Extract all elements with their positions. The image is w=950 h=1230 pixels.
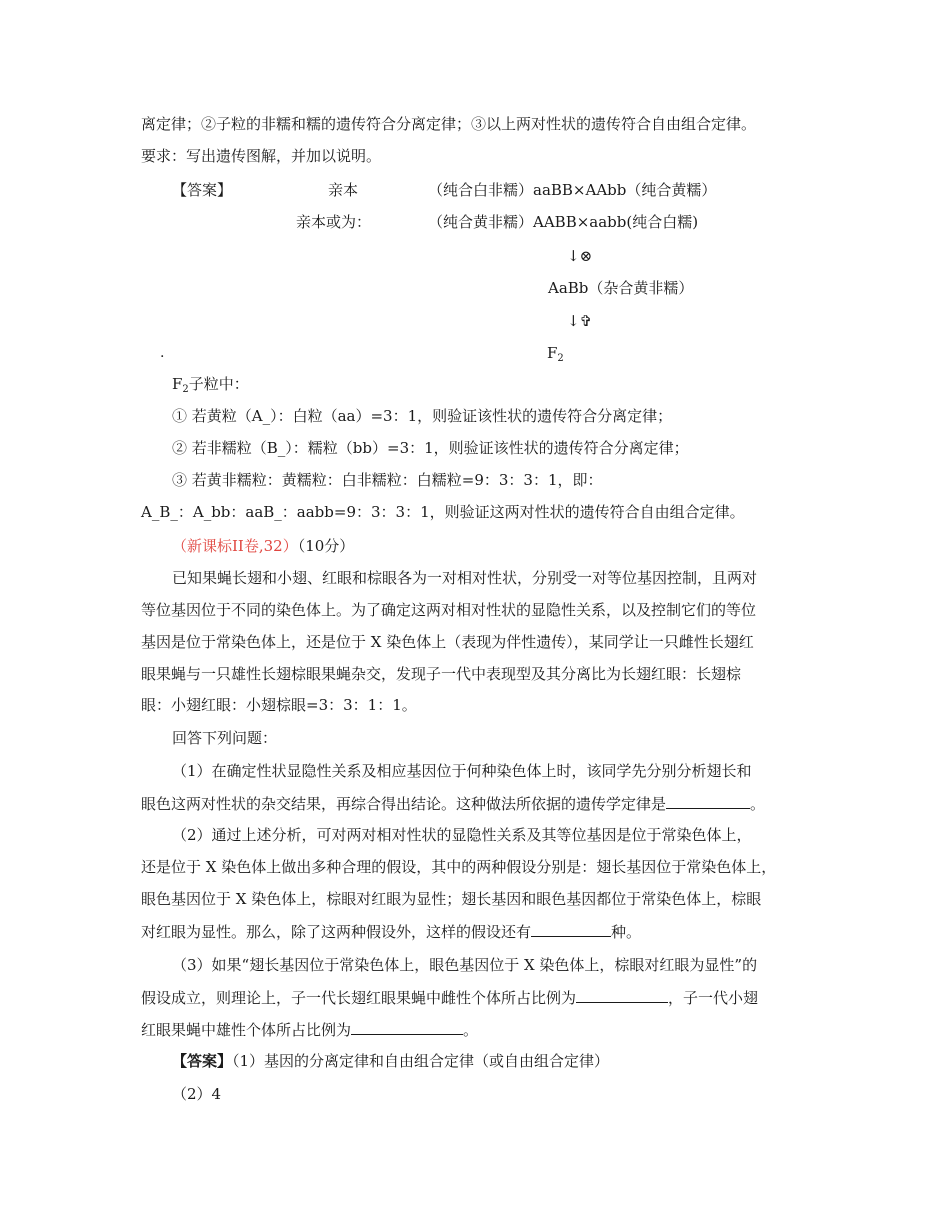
explain-line: ① 若黄粒（A_）：白粒（aa）=3：1，则验证该性状的遗传符合分离定律；	[172, 407, 673, 425]
stem-line: 眼果蝇与一只雄性长翅棕眼果蝇杂交，发现子一代中表现型及其分离比为长翅红眼：长翅棕	[141, 665, 742, 683]
cross-arrow: ↓✞	[567, 312, 593, 330]
explain-line: ② 若非糯粒（B_）：糯粒（bb）=3：1，则验证该性状的遗传符合分离定律；	[172, 439, 689, 457]
selfing-arrow: ↓⊗	[567, 247, 593, 265]
part3-line: 假设成立，则理论上，子一代长翅红眼果蝇中雌性个体所占比例为 ，子一代小翅	[141, 989, 759, 1007]
parent-cross: （纯合白非糯）aaBB×AAbb（纯合黄糯）	[428, 181, 717, 199]
stem-line: 眼：小翅红眼：小翅棕眼=3：3：1：1。	[141, 696, 417, 714]
text-line: 要求：写出遗传图解，并加以说明。	[141, 147, 382, 165]
part3-line: （3）如果“翅长基因位于常染色体上，眼色基因位于 X 染色体上，棕眼对红眼为显性”的	[172, 956, 758, 974]
answer-line: 【答案】（1）基因的分离定律和自由组合定律（或自由组合定律）	[172, 1052, 610, 1070]
stem-line: 等位基因位于不同的染色体上。为了确定这两对相对性状的显隐性关系，以及控制它们的等位	[141, 601, 757, 619]
part3-line: 红眼果蝇中雄性个体所占比例为 。	[141, 1021, 479, 1039]
prompt-line: 回答下列问题：	[172, 729, 278, 747]
f2-label: $F_2$	[547, 344, 564, 364]
explain-line: ③ 若黄非糯粒：黄糯粒：白非糯粒：白糯粒=9：3：3：1，即：	[172, 471, 603, 489]
answer-blank[interactable]	[531, 921, 611, 937]
f2-heading: $F_2$子粒中：	[172, 375, 249, 395]
part1-line: 眼色这两对性状的杂交结果，再综合得出结论。这种做法所依据的遗传学定律是 。	[141, 795, 766, 813]
answer-line: （2）4	[172, 1085, 222, 1103]
part2-line: 还是位于 X 染色体上做出多种合理的假设，其中的两种假设分别是：翅长基因位于常染色体上，	[141, 858, 777, 876]
text-line: 离定律；②子粒的非糯和糯的遗传符合分离定律；③以上两对性状的遗传符合自由组合定律。	[141, 115, 757, 133]
explain-line: A_B_：A_bb：aaB_：aabb=9：3：3：1，则验证这两对性状的遗传符合自由组合定律。	[141, 503, 745, 521]
answer-blank[interactable]	[351, 1019, 463, 1035]
part2-line: 眼色基因位于 X 染色体上，棕眼对红眼为显性；翅长基因和眼色基因都位于常染色体上，棕眼	[141, 890, 762, 908]
parent-alt-cross: （纯合黄非糯）AABB×aabb(纯合白糯)	[428, 213, 699, 231]
answer-blank[interactable]	[576, 987, 668, 1003]
f1-genotype: AaBb（杂合黄非糯）	[548, 279, 694, 297]
stem-line: 已知果蝇长翅和小翅、红眼和棕眼各为一对相对性状，分别受一对等位基因控制，且两对	[172, 569, 758, 587]
answer-blank[interactable]	[666, 793, 750, 809]
stem-line: 基因是位于常染色体上，还是位于 X 染色体上（表现为伴性遗传），某同学让一只雌性长翅红	[141, 633, 754, 651]
stray-dot: .	[160, 345, 165, 361]
parent-alt-label: 亲本或为：	[296, 213, 372, 231]
part1-line: （1）在确定性状显隐性关系及相应基因位于何种染色体上时，该同学先分别分析翅长和	[172, 762, 752, 780]
question-source: （新课标II卷,32）（10分）	[172, 537, 355, 555]
part2-line: 对红眼为显性。那么，除了这两种假设外，这样的假设还有 种。	[141, 923, 642, 941]
answer-label: 【答案】	[172, 181, 233, 199]
parent-label: 亲本	[328, 181, 359, 199]
part2-line: （2）通过上述分析，可对两对相对性状的显隐性关系及其等位基因是位于常染色体上，	[172, 826, 752, 844]
